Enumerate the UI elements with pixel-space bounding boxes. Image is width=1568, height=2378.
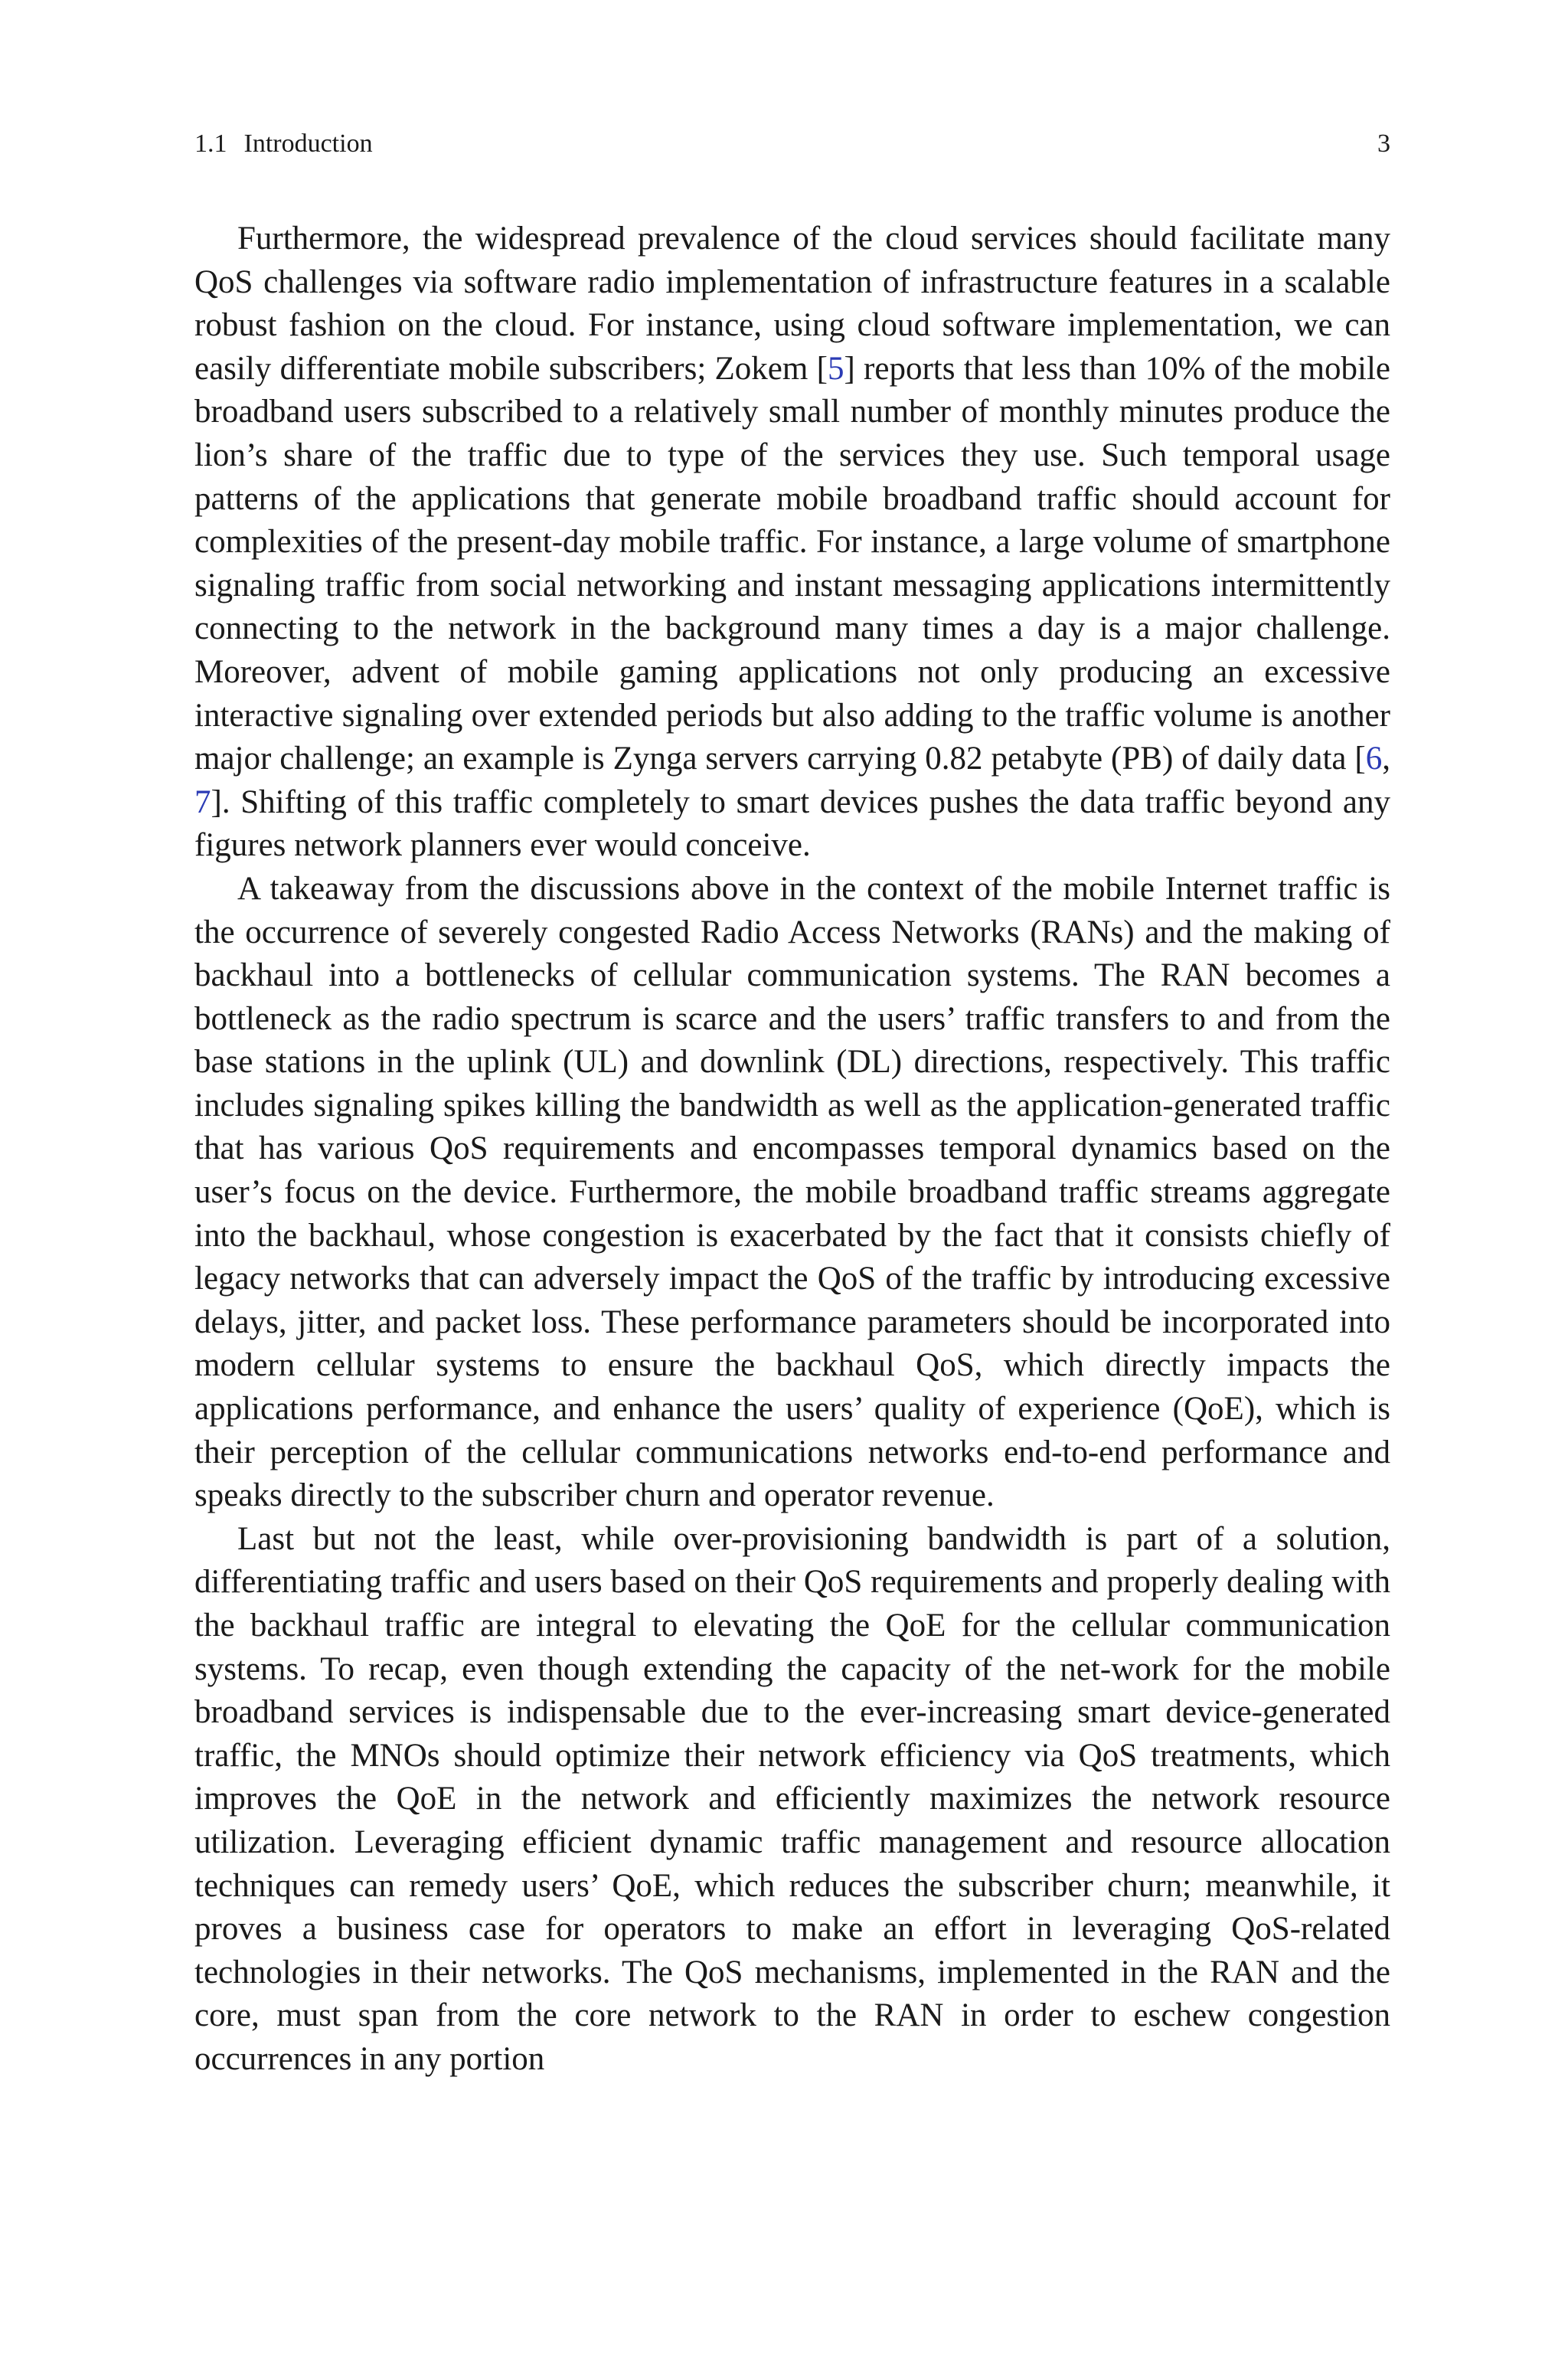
paragraph-2: A takeaway from the discussions above in the context of the mobile Internet traffic is the occurrence of severely congested Radio Access Networks (RANs) and the making of backhaul into a bottlenecks of cellular communication systems. The RAN becomes a bottleneck as the radio spectrum is scarce and the users’ traffic transfers to and from the base stations in the uplink (UL) and downlink (DL) directions, respectively. This traffic includes signaling spikes killing the bandwidth as well as the application-generated traffic that has various QoS requirements and encompasses temporal dynamics based on the user’s focus on the device. Furthermore, the mobile broadband traffic streams aggregate into the backhaul, whose congestion is exacerbated by the fact that it consists chiefly of legacy networks that can adversely impact the QoS of the traffic by introducing excessive delays, jitter, and packet loss. These performance parameters should be incorporated into modern cellular systems to ensure the backhaul QoS, which directly impacts the applications performance, and enhance the users’ quality of experience (QoE), which is their perception of the cellular communications networks end-to-end performance and speaks directly to the subscriber churn and operator revenue. <box>194 870 1390 1514</box>
paragraph-3: Last but not the least, while over-provisioning bandwidth is part of a solution, differentiating traffic and users based on their QoS requirements and properly dealing with the backhaul traffic are integral to elevating the QoE for the cellular communication systems. To recap, even though extending the capacity of the net-work for the mobile broadband services is indispensable due to the ever-increasing smart device-generated traffic, the MNOs should optimize their network efficiency via QoS treatments, which improves the QoE in the network and efficiently maximizes the network resource utilization. Leveraging efficient dynamic traffic management and resource allocation techniques can remedy users’ QoE, which reduces the subscriber churn; meanwhile, it proves a business case for operators to make an effort in leveraging QoS-related technologies in their networks. The QoS mechanisms, implemented in the RAN and the core, must span from the core network to the RAN in order to eschew congestion occurrences in any portion <box>194 1520 1390 2077</box>
paragraph-1 <box>194 218 1390 868</box>
paragraph-1-text-c: ]. Shifting of this traffic completely to smart devices pushes the data traffic beyond any figures network planners ever would conceive. <box>194 783 1390 864</box>
paragraph-1-text-a: Furthermore, the widespread prevalence of the cloud services should facilitate many QoS challenges via software radio implementation of infrastructure features in a scalable robust fashion on the cloud. For instance, using cloud software implementation, we can easily differentiate mobile subscribers; Zokem [ <box>194 221 1390 387</box>
section-title: Introduction <box>243 129 373 158</box>
citation-link-6[interactable]: 6 <box>1365 741 1383 777</box>
paragraph-1-text-b: ] reports that less than 10% of the mobile broadband users subscribed to a relatively small number of monthly minutes produce the lion’s share of the traffic due to type of the services they use. Such temporal usage patterns of the applications that generate mobile broadband traffic should account for complexities of the present-day mobile traffic. For instance, a large volume of smartphone signaling traffic from social networking and instant messaging applications intermittently connecting to the network in the background many times a day is a major challenge. Moreover, advent of mobile gaming applications not only producing an excessive interactive signaling over extended periods but also adding to the traffic volume is another major challenge; an example is Zynga servers carrying 0.82 petabyte (PB) of daily data [ <box>194 350 1390 777</box>
citation-link-5[interactable]: 5 <box>827 350 844 387</box>
body-text <box>194 218 1390 2082</box>
running-head <box>194 129 1390 159</box>
page-number: 3 <box>1377 129 1390 158</box>
citation-link-7[interactable]: 7 <box>194 783 211 820</box>
section-number: 1.1 <box>194 129 227 158</box>
citation-separator: , <box>1382 741 1390 777</box>
